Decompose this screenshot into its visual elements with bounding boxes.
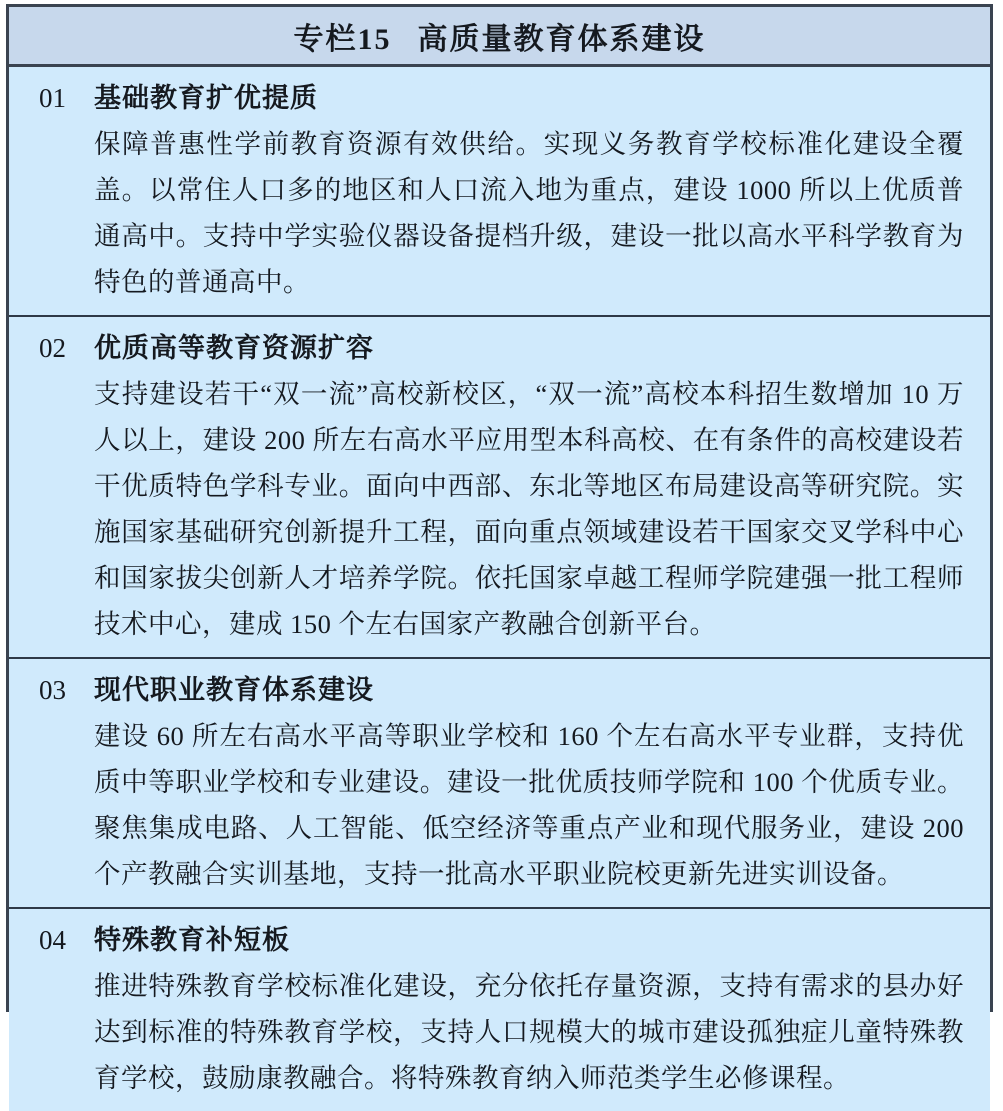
section-title: 现代职业教育体系建设: [94, 675, 374, 705]
section-title: 特殊教育补短板: [94, 925, 290, 955]
section-head-row: [9, 917, 964, 963]
section-number: 03: [39, 675, 66, 705]
panel-body: [9, 67, 990, 1111]
section-body-text: 支持建设若干“双一流”高校新校区，“双一流”高校本科招生数增加 10 万人以上，建设 200 所左右高水平应用型本科高校、在有条件的高校建设若干优质特色学科专业。面向中西部、东北等地区布局建设高等研究院。实施国家基础研究创新提升工程，面向重点领域建设若干国家交叉学科中心和国家拔尖创新人才培养学院。依托国家卓越工程师学院建强一批工程师技术中心，建成 150 个左右国家产教融合创新平台。: [94, 379, 964, 639]
section-title: 优质高等教育资源扩容: [94, 333, 374, 363]
section-number: 04: [39, 925, 66, 955]
section-02: [9, 315, 990, 657]
section-head-row: [9, 667, 964, 713]
section-head-row: [9, 325, 964, 371]
panel-header: [9, 7, 990, 67]
panel-header-title: 高质量教育体系建设: [417, 22, 706, 56]
panel-header-label: 专栏15: [293, 22, 392, 56]
section-body-text: 建设 60 所左右高水平高等职业学校和 160 个左右高水平专业群，支持优质中等职业学校和专业建设。建设一批优质技师学院和 100 个优质专业。聚焦集成电路、人工智能、低空经济等重点产业和现代服务业，建设 200 个产教融合实训基地，支持一批高水平职业院校更新先进实训设备。: [94, 721, 964, 889]
section-title: 基础教育扩优提质: [94, 83, 318, 113]
section-01: [9, 67, 990, 315]
section-number: 02: [39, 333, 66, 363]
section-04: [9, 907, 990, 1111]
section-body-text: 保障普惠性学前教育资源有效供给。实现义务教育学校标准化建设全覆盖。以常住人口多的地区和人口流入地为重点，建设 1000 所以上优质普通高中。支持中学实验仪器设备提档升级，建设一批以高水平科学教育为特色的普通高中。: [94, 129, 964, 297]
section-head-row: [9, 75, 964, 121]
section-number: 01: [39, 83, 66, 113]
column-box-panel: [6, 4, 993, 1093]
section-03: [9, 657, 990, 907]
section-body-text: 推进特殊教育学校标准化建设，充分依托存量资源，支持有需求的县办好达到标准的特殊教育学校，支持人口规模大的城市建设孤独症儿童特殊教育学校，鼓励康教融合。将特殊教育纳入师范类学生必修课程。: [94, 971, 964, 1093]
